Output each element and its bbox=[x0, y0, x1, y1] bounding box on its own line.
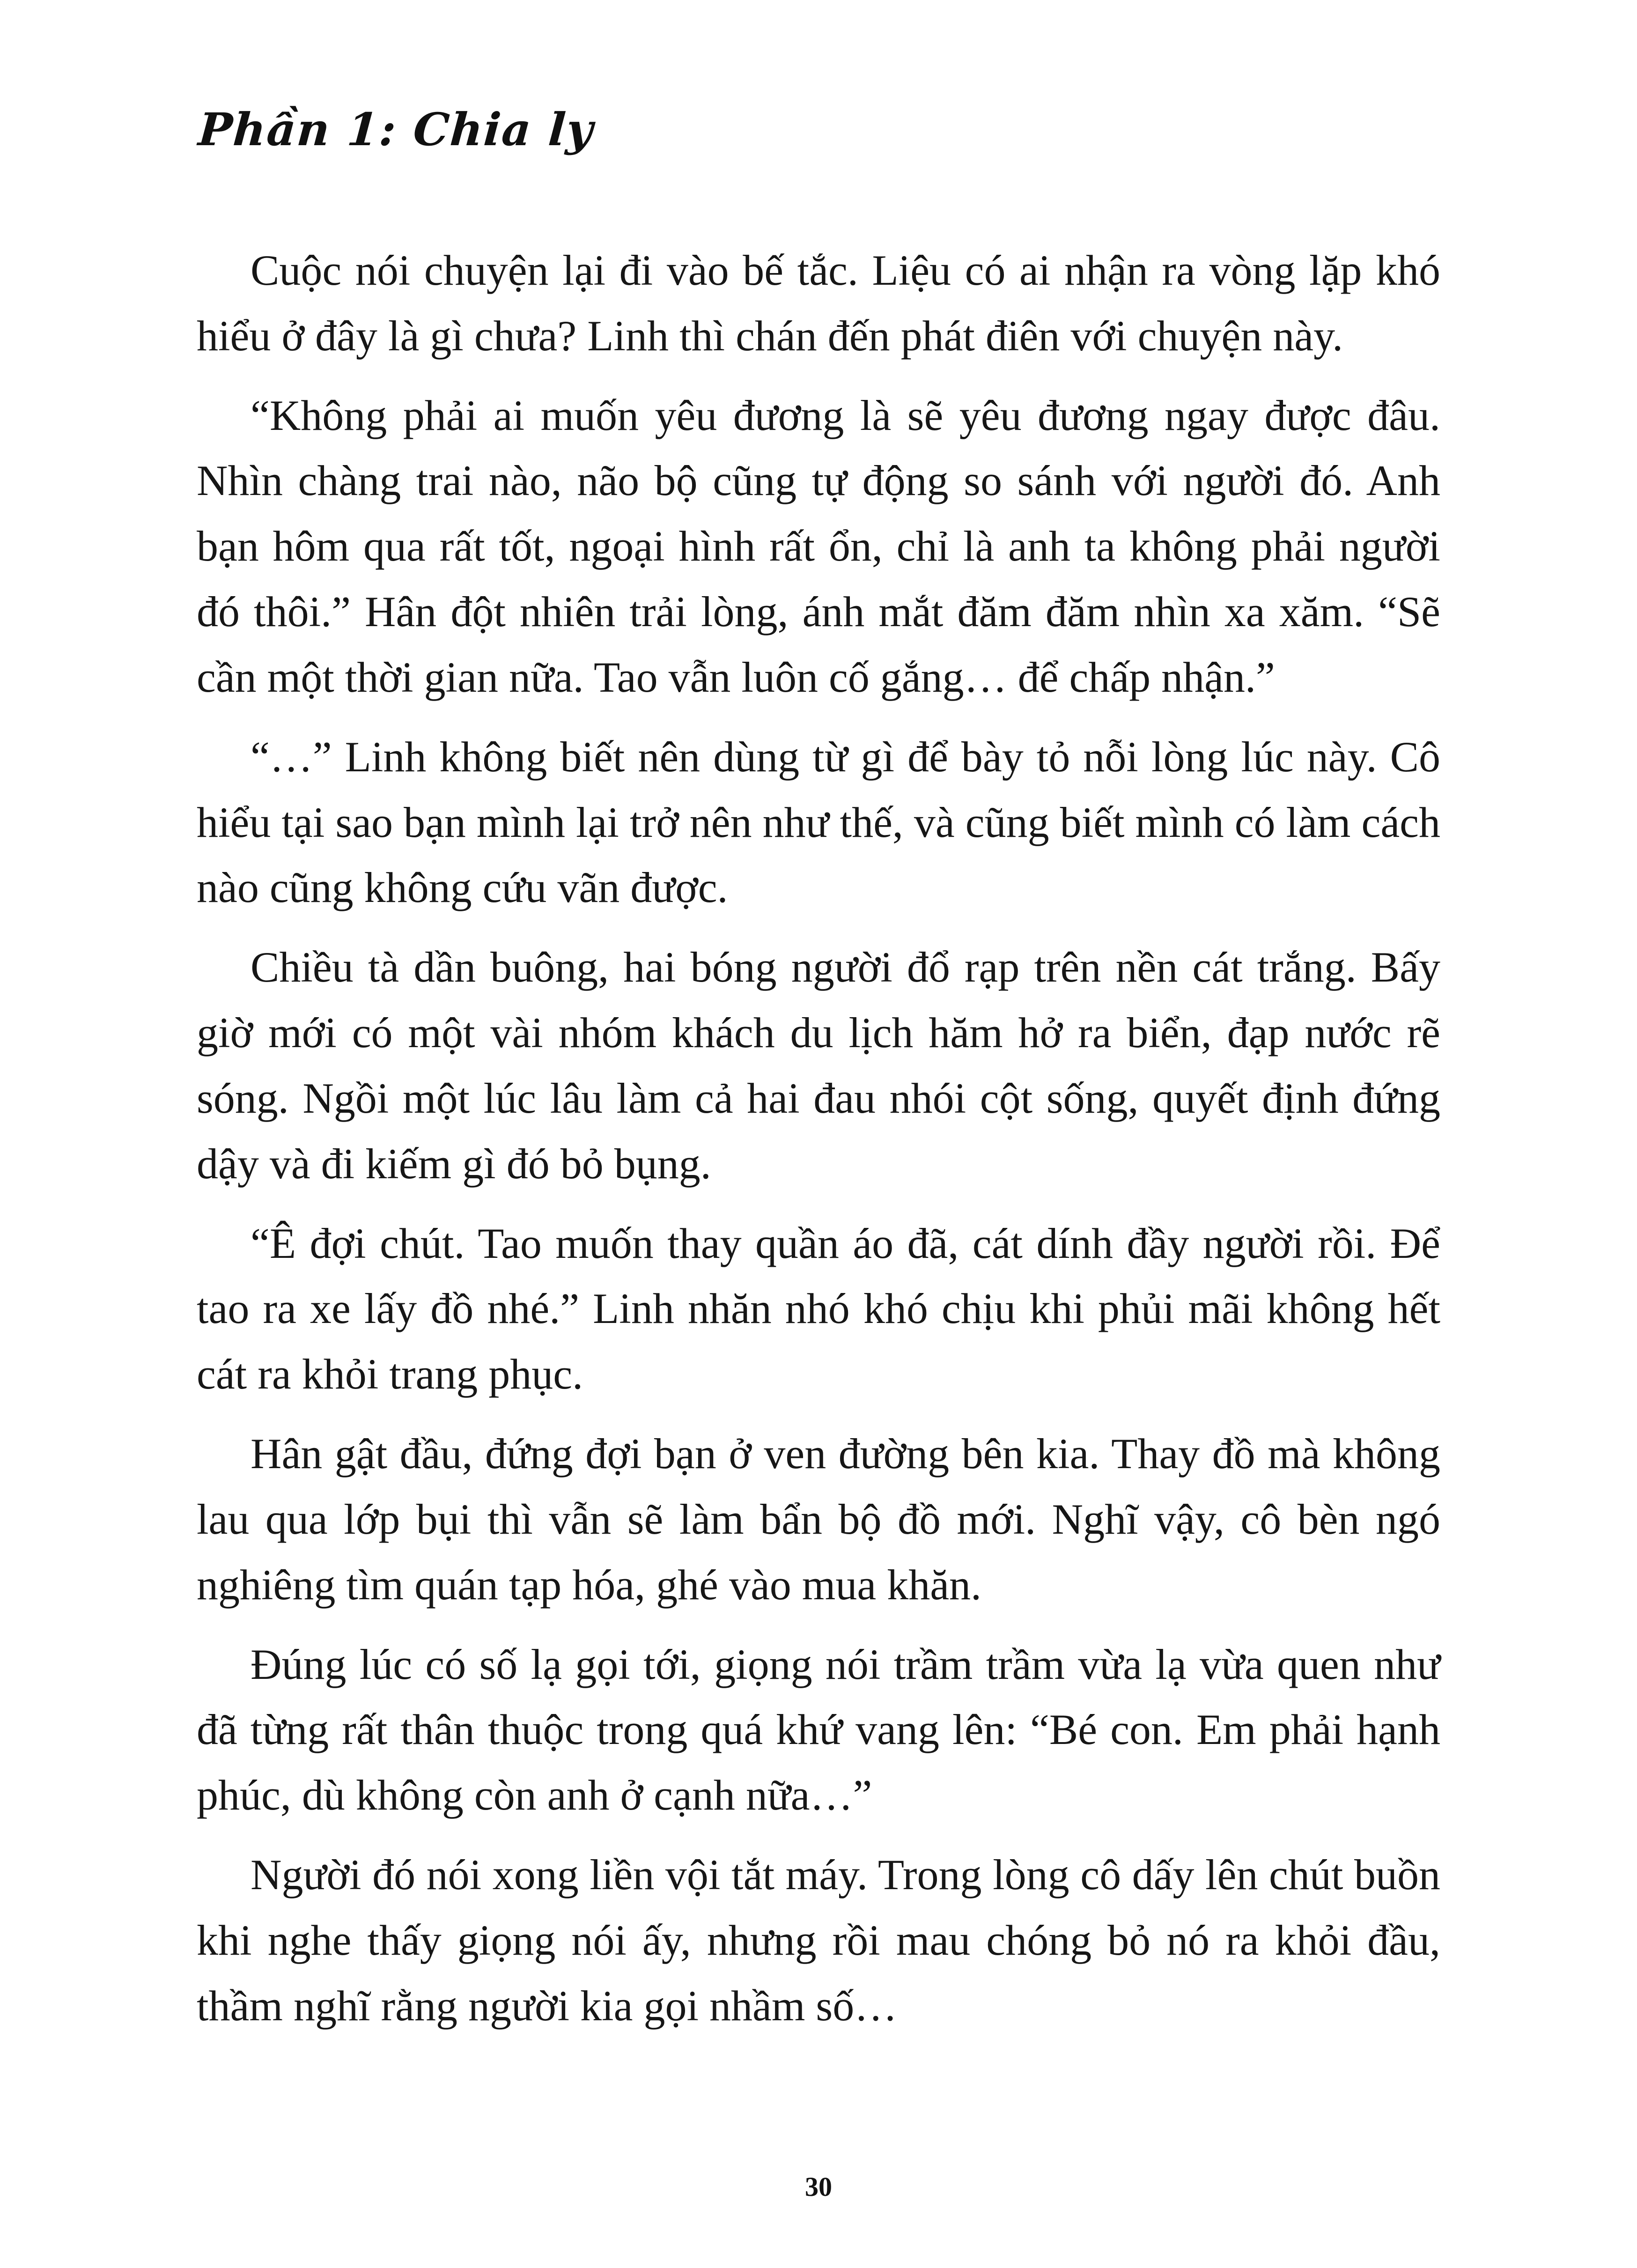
paragraph: Chiều tà dần buông, hai bóng người đổ rạp trên nền cát trắng. Bấy giờ mới có một vài nhóm khách du lịch hăm hở ra biển, đạp nước rẽ sóng. Ngồi một lúc lâu làm cả hai đau nhói cột sống, quyết định đứng dậy và đi kiếm gì đó bỏ bụng. bbox=[197, 943, 1440, 1188]
paragraph: Hân gật đầu, đứng đợi bạn ở ven đường bên kia. Thay đồ mà không lau qua lớp bụi thì vẫn sẽ làm bẩn bộ đồ mới. Nghĩ vậy, cô bèn ngó nghiêng tìm quán tạp hóa, ghé vào mua khăn. bbox=[197, 1430, 1440, 1609]
paragraph: Đúng lúc có số lạ gọi tới, giọng nói trầm trầm vừa lạ vừa quen như đã từng rất thân thuộc trong quá khứ vang lên: “Bé con. Em phải hạnh phúc, dù không còn anh ở cạnh nữa…” bbox=[197, 1640, 1440, 1819]
paragraph: Cuộc nói chuyện lại đi vào bế tắc. Liệu có ai nhận ra vòng lặp khó hiểu ở đây là gì chưa? Linh thì chán đến phát điên với chuyện này. bbox=[197, 246, 1440, 360]
paragraph: “Không phải ai muốn yêu đương là sẽ yêu đương ngay được đâu. Nhìn chàng trai nào, não bộ cũng tự động so sánh với người đó. Anh bạn hôm qua rất tốt, ngoại hình rất ổn, chỉ là anh ta không phải người đó thôi.” Hân đột nhiên trải lòng, ánh mắt đăm đăm nhìn xa xăm. “Sẽ cần một thời gian nữa. Tao vẫn luôn cố gắng… để chấp nhận.” bbox=[197, 391, 1440, 701]
paragraph: “Ê đợi chút. Tao muốn thay quần áo đã, cát dính đầy người rồi. Để tao ra xe lấy đồ nhé.” Linh nhăn nhó khó chịu khi phủi mãi không hết cát ra khỏi trang phục. bbox=[197, 1219, 1440, 1398]
body-text bbox=[197, 238, 1440, 2039]
paragraph: Người đó nói xong liền vội tắt máy. Trong lòng cô dấy lên chút buồn khi nghe thấy giọng nói ấy, nhưng rồi mau chóng bỏ nó ra khỏi đầu, thầm nghĩ rằng người kia gọi nhầm số… bbox=[197, 1851, 1440, 2030]
page-number: 30 bbox=[805, 2172, 832, 2202]
paragraph: “…” Linh không biết nên dùng từ gì để bày tỏ nỗi lòng lúc này. Cô hiểu tại sao bạn mình lại trở nên như thế, và cũng biết mình có làm cách nào cũng không cứu vãn được. bbox=[197, 732, 1440, 912]
chapter-header: Phần 1: Chia ly bbox=[197, 103, 596, 156]
